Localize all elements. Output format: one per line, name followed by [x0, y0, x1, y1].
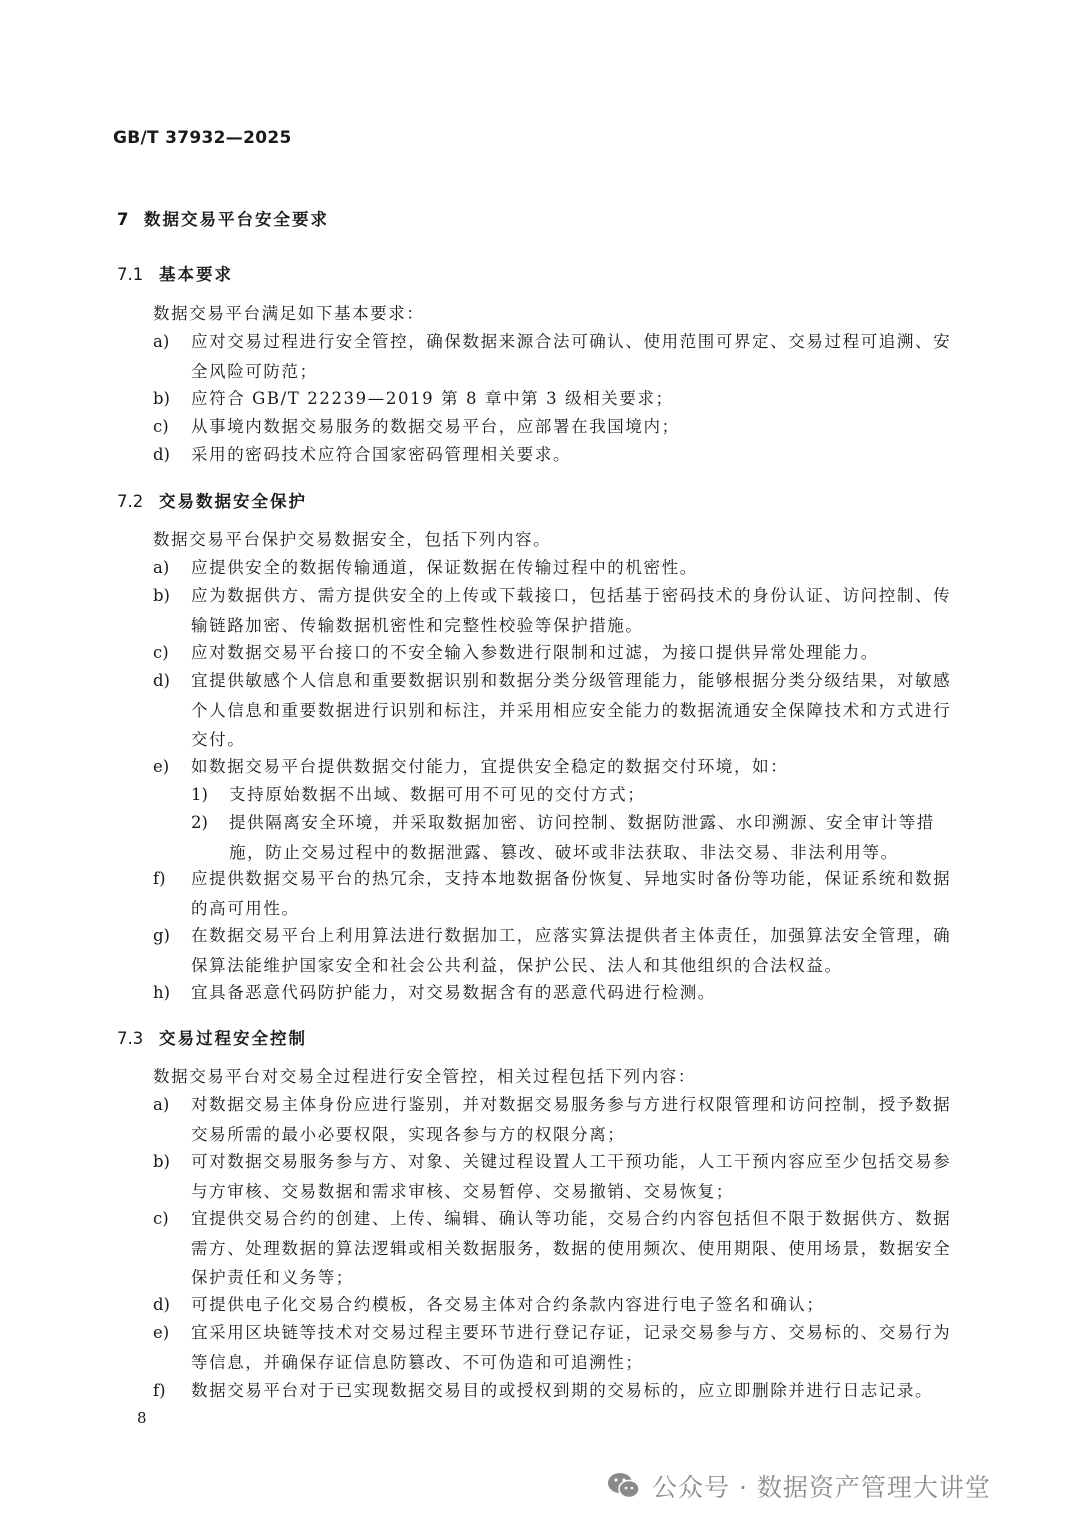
list-item: [153, 412, 953, 442]
item-text: 宜采用区块链等技术对交易过程主要环节进行登记存证，记录交易参与方、交易标的、交易行为等信息，并确保存证信息防篡改、不可伪造和可追溯性；: [191, 1323, 952, 1372]
sub-item-text: 支持原始数据不出域、数据可用不可见的交付方式；: [229, 785, 646, 804]
watermark: [606, 1468, 991, 1504]
item-label: f): [153, 1381, 166, 1400]
list-item: [153, 666, 953, 755]
list-item: [153, 1090, 953, 1149]
section-intro: 数据交易平台满足如下基本要求：: [153, 304, 425, 323]
sub-item-text: 提供隔离安全环境，并采取数据加密、访问控制、数据防泄露、水印溯源、安全审计等措施，防止交易过程中的数据泄露、篡改、破坏或非法获取、非法交易、非法利用等。: [229, 813, 935, 862]
item-label: a): [153, 1095, 170, 1114]
item-label: c): [153, 1209, 169, 1228]
chapter-heading: [117, 206, 329, 230]
list-item: [153, 864, 953, 923]
section-number: 7.2: [117, 492, 144, 511]
sub-item-label: 2): [191, 813, 208, 832]
item-text: 在数据交易平台上利用算法进行数据加工，应落实算法提供者主体责任，加强算法安全管理，确保算法能维护国家安全和社会公共利益，保护公民、法人和其他组织的合法权益。: [191, 926, 952, 975]
item-text: 对数据交易主体身份应进行鉴别，并对数据交易服务参与方进行权限管理和访问控制，授予数据交易所需的最小必要权限，实现各参与方的权限分离；: [191, 1095, 952, 1144]
item-label: c): [153, 417, 169, 436]
item-text: 数据交易平台对于已实现数据交易目的或授权到期的交易标的，应立即删除并进行日志记录。: [191, 1381, 934, 1400]
section-number: 7.1: [117, 265, 144, 284]
item-text: 应为数据供方、需方提供安全的上传或下载接口，包括基于密码技术的身份认证、访问控制、传输链路加密、传输数据机密性和完整性校验等保护措施。: [191, 586, 952, 635]
watermark-text: 公众号 · 数据资产管理大讲堂: [652, 1473, 991, 1502]
section-heading-7-2: [117, 488, 307, 512]
section-title: 交易过程安全控制: [159, 1029, 307, 1048]
item-label: b): [153, 586, 170, 605]
section-title: 交易数据安全保护: [159, 492, 307, 511]
chapter-number: 7: [117, 210, 129, 229]
page-number: 8: [137, 1409, 147, 1427]
item-text: 从事境内数据交易服务的数据交易平台，应部署在我国境内；: [191, 417, 680, 436]
item-label: d): [153, 671, 170, 690]
item-text: 应提供数据交易平台的热冗余，支持本地数据备份恢复、异地实时备份等功能，保证系统和数据的高可用性。: [191, 869, 952, 918]
list-item: [153, 1204, 953, 1293]
section-intro: 数据交易平台保护交易数据安全，包括下列内容。: [153, 530, 552, 549]
item-label: b): [153, 1152, 170, 1171]
list-item: [153, 384, 953, 414]
item-label: c): [153, 643, 169, 662]
item-text: 可提供电子化交易合约模板，各交易主体对合约条款内容进行电子签名和确认；: [191, 1295, 825, 1314]
section-number: 7.3: [117, 1029, 144, 1048]
list-item: [153, 1290, 953, 1320]
item-label: f): [153, 869, 166, 888]
list-item: [153, 1318, 953, 1377]
item-text: 应符合 GB/T 22239—2019 第 8 章中第 3 级相关要求；: [191, 389, 674, 408]
item-label: d): [153, 445, 170, 464]
section-intro: 数据交易平台对交易全过程进行安全管控，相关过程包括下列内容：: [153, 1067, 696, 1086]
sub-list-item: [191, 808, 953, 867]
item-label: a): [153, 332, 170, 351]
list-item: [153, 440, 953, 470]
wechat-icon: [606, 1471, 642, 1501]
list-item: [153, 553, 953, 583]
item-label: a): [153, 558, 170, 577]
sub-list-item: [191, 780, 953, 810]
item-text: 应提供安全的数据传输通道，保证数据在传输过程中的机密性。: [191, 558, 698, 577]
item-label: e): [153, 757, 170, 776]
section-heading-7-1: [117, 261, 233, 285]
item-label: d): [153, 1295, 170, 1314]
item-label: b): [153, 389, 170, 408]
list-item: [153, 921, 953, 980]
item-label: e): [153, 1323, 170, 1342]
list-item: [153, 1147, 953, 1206]
sub-item-label: 1): [191, 785, 208, 804]
section-heading-7-3: [117, 1025, 307, 1049]
item-text: 宜提供交易合约的创建、上传、编辑、确认等功能，交易合约内容包括但不限于数据供方、数据需方、处理数据的算法逻辑或相关数据服务，数据的使用频次、使用期限、使用场景，数据安全保护责任和义务等；: [191, 1209, 952, 1287]
list-item: [153, 327, 953, 386]
item-text: 宜提供敏感个人信息和重要数据识别和数据分类分级管理能力，能够根据分类分级结果，对敏感个人信息和重要数据进行识别和标注，并采用相应安全能力的数据流通安全保障技术和方式进行交付。: [191, 671, 952, 749]
item-text: 应对交易过程进行安全管控，确保数据来源合法可确认、使用范围可界定、交易过程可追溯、安全风险可防范；: [191, 332, 952, 381]
list-item: [153, 638, 953, 668]
item-text: 宜具备恶意代码防护能力，对交易数据含有的恶意代码进行检测。: [191, 983, 716, 1002]
list-item: [153, 978, 953, 1008]
chapter-title: 数据交易平台安全要求: [144, 210, 329, 229]
item-text: 如数据交易平台提供数据交付能力，宜提供安全稳定的数据交付环境，如：: [191, 757, 789, 776]
item-label: h): [153, 983, 171, 1002]
section-title: 基本要求: [159, 265, 233, 284]
list-item: [153, 581, 953, 640]
item-text: 采用的密码技术应符合国家密码管理相关要求。: [191, 445, 572, 464]
item-label: g): [153, 926, 170, 945]
item-text: 应对数据交易平台接口的不安全输入参数进行限制和过滤，为接口提供异常处理能力。: [191, 643, 879, 662]
item-text: 可对数据交易服务参与方、对象、关键过程设置人工干预功能，人工干预内容应至少包括交易参与方审核、交易数据和需求审核、交易暂停、交易撤销、交易恢复；: [191, 1152, 952, 1201]
standard-number: GB/T 37932—2025: [113, 128, 292, 148]
list-item: [153, 752, 953, 782]
list-item: [153, 1376, 953, 1406]
